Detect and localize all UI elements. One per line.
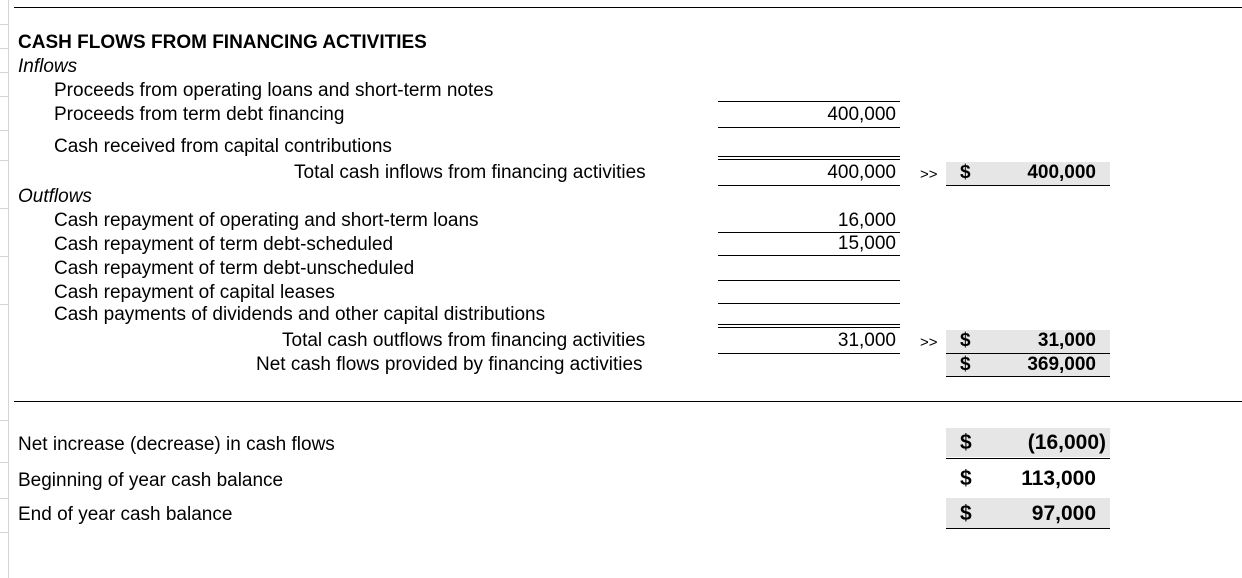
summary-label: Net increase (decrease) in cash flows bbox=[18, 434, 335, 455]
outflow-amount[interactable]: 16,000 bbox=[837, 210, 896, 231]
cell-border bbox=[718, 185, 900, 186]
total-inflows-label: Total cash inflows from financing activities bbox=[294, 162, 646, 183]
inflow-label: Cash received from capital contributions bbox=[54, 136, 392, 157]
row-gridline bbox=[0, 462, 8, 463]
row-gridline bbox=[0, 72, 8, 73]
total-outflows-amount[interactable]: 31,000 bbox=[837, 330, 896, 351]
section-top-rule bbox=[14, 7, 1242, 8]
cell-border bbox=[718, 280, 900, 281]
currency-symbol: $ bbox=[960, 431, 972, 454]
row-gridline bbox=[0, 256, 8, 257]
total-inflows-amount[interactable]: 400,000 bbox=[827, 162, 896, 183]
currency-symbol: $ bbox=[960, 467, 972, 490]
currency-symbol: $ bbox=[960, 354, 971, 375]
row-gridline bbox=[0, 96, 8, 97]
row-gridline bbox=[0, 24, 8, 25]
section-title: CASH FLOWS FROM FINANCING ACTIVITIES bbox=[18, 32, 427, 53]
cell-double-border bbox=[718, 324, 900, 328]
cell-border bbox=[946, 185, 1110, 186]
row-gridline bbox=[0, 130, 8, 131]
row-gridline bbox=[0, 304, 8, 305]
row-gridline bbox=[0, 160, 8, 161]
summary-label: Beginning of year cash balance bbox=[18, 470, 284, 491]
currency-symbol: $ bbox=[960, 330, 971, 351]
cell-border bbox=[946, 458, 1110, 459]
carry-arrow: >> bbox=[920, 166, 938, 183]
cell-border bbox=[946, 528, 1110, 529]
cell-border bbox=[718, 255, 900, 256]
row-header-border bbox=[8, 0, 9, 578]
outflows-heading: Outflows bbox=[18, 186, 92, 207]
row-gridline bbox=[0, 208, 8, 209]
inflow-label: Proceeds from operating loans and short-term notes bbox=[54, 80, 494, 101]
summary-value[interactable]: (16,000) bbox=[1027, 431, 1106, 454]
total-outflows-label: Total cash outflows from financing activities bbox=[282, 330, 646, 351]
inflow-amount[interactable]: 400,000 bbox=[827, 104, 896, 125]
section-divider bbox=[14, 401, 1242, 402]
summary-label: End of year cash balance bbox=[18, 504, 233, 525]
cell-border bbox=[718, 303, 900, 304]
cell-border bbox=[718, 127, 900, 128]
net-financing-label: Net cash flows provided by financing activities bbox=[256, 354, 643, 375]
outflow-label: Cash repayment of term debt-scheduled bbox=[54, 234, 394, 255]
outflow-amount[interactable]: 15,000 bbox=[837, 233, 896, 254]
total-outflows-value[interactable]: 31,000 bbox=[1037, 330, 1096, 351]
inflows-heading: Inflows bbox=[18, 56, 78, 77]
outflow-label: Cash repayment of operating and short-term loans bbox=[54, 210, 479, 231]
cell-double-border bbox=[718, 156, 900, 160]
inflow-label: Proceeds from term debt financing bbox=[54, 104, 345, 125]
outflow-label: Cash payments of dividends and other capital distributions bbox=[54, 304, 546, 325]
cell-border bbox=[718, 101, 900, 102]
summary-value[interactable]: 97,000 bbox=[1031, 502, 1096, 525]
cell-border bbox=[718, 353, 900, 354]
carry-arrow: >> bbox=[920, 334, 938, 351]
currency-symbol: $ bbox=[960, 162, 971, 183]
row-gridline bbox=[0, 420, 8, 421]
total-inflows-value[interactable]: 400,000 bbox=[1027, 162, 1096, 183]
outflow-label: Cash repayment of term debt-unscheduled bbox=[54, 258, 415, 279]
summary-value[interactable]: 113,000 bbox=[1021, 467, 1096, 490]
row-gridline bbox=[0, 532, 8, 533]
row-gridline bbox=[0, 498, 8, 499]
outflow-label: Cash repayment of capital leases bbox=[54, 282, 335, 303]
row-gridline bbox=[0, 48, 8, 49]
cell-border bbox=[946, 376, 1110, 377]
currency-symbol: $ bbox=[960, 502, 972, 525]
net-financing-value[interactable]: 369,000 bbox=[1027, 354, 1096, 375]
